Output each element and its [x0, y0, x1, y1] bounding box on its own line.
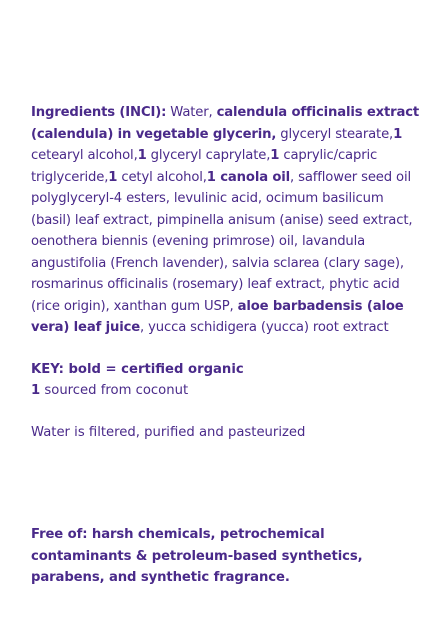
key-line-organic: [31, 359, 423, 381]
ingredients-paragraph: [31, 102, 423, 339]
coconut-marker: 1: [137, 148, 147, 163]
coconut-marker: 1: [108, 169, 118, 185]
ingredients-heading: Ingredients (INCI):: [31, 105, 167, 120]
organic-ingredient: calendula officinalis extract (calendula) in vegetable glycerin,: [31, 105, 420, 142]
ingredients-text: cetearyl alcohol,: [31, 148, 138, 163]
organic-ingredient: canola oil: [215, 169, 291, 185]
ingredients-text: Water,: [166, 105, 217, 120]
ingredients-text: , safflower seed oil polyglyceryl-4 esters, levulinic acid, ocimum basilicum (basil) leaf extract, pimpinella anisum (anise) seed extract, oenothera biennis (evening primrose) oil, lavandula angustifolia (French lavender), salvia sclarea (clary sage), rosmarinus officinalis (rosemary) leaf extract, phytic acid (rice origin), xanthan gum USP,: [31, 169, 413, 314]
free-of-statement: Free of: harsh chemicals, petrochemical contaminants & petroleum-based synthetics, parabens, and synthetic fragrance.: [31, 527, 363, 585]
ingredients-text: caprylic/capric triglyceride,: [31, 148, 378, 185]
key-line-coconut: [31, 380, 423, 402]
coconut-marker: 1: [206, 169, 216, 185]
ingredients-text: cetyl alcohol,: [117, 169, 207, 185]
ingredients-text: glyceryl caprylate,: [146, 148, 271, 163]
coconut-marker: 1: [270, 148, 280, 163]
organic-ingredient: aloe barbadensis (aloe vera) leaf juice: [31, 298, 404, 335]
key-coconut-text: sourced from coconut: [40, 383, 189, 398]
key-organic-text: KEY: bold = certified organic: [31, 361, 244, 377]
water-note: Water is filtered, purified and pasteurized: [31, 424, 306, 440]
ingredients-text: , yucca schidigera (yucca) root extract: [140, 320, 389, 335]
key-section: [31, 359, 423, 402]
ingredients-text: glyceryl stearate,: [276, 126, 394, 142]
coconut-marker: 1: [393, 126, 403, 142]
coconut-marker: 1: [31, 383, 41, 398]
